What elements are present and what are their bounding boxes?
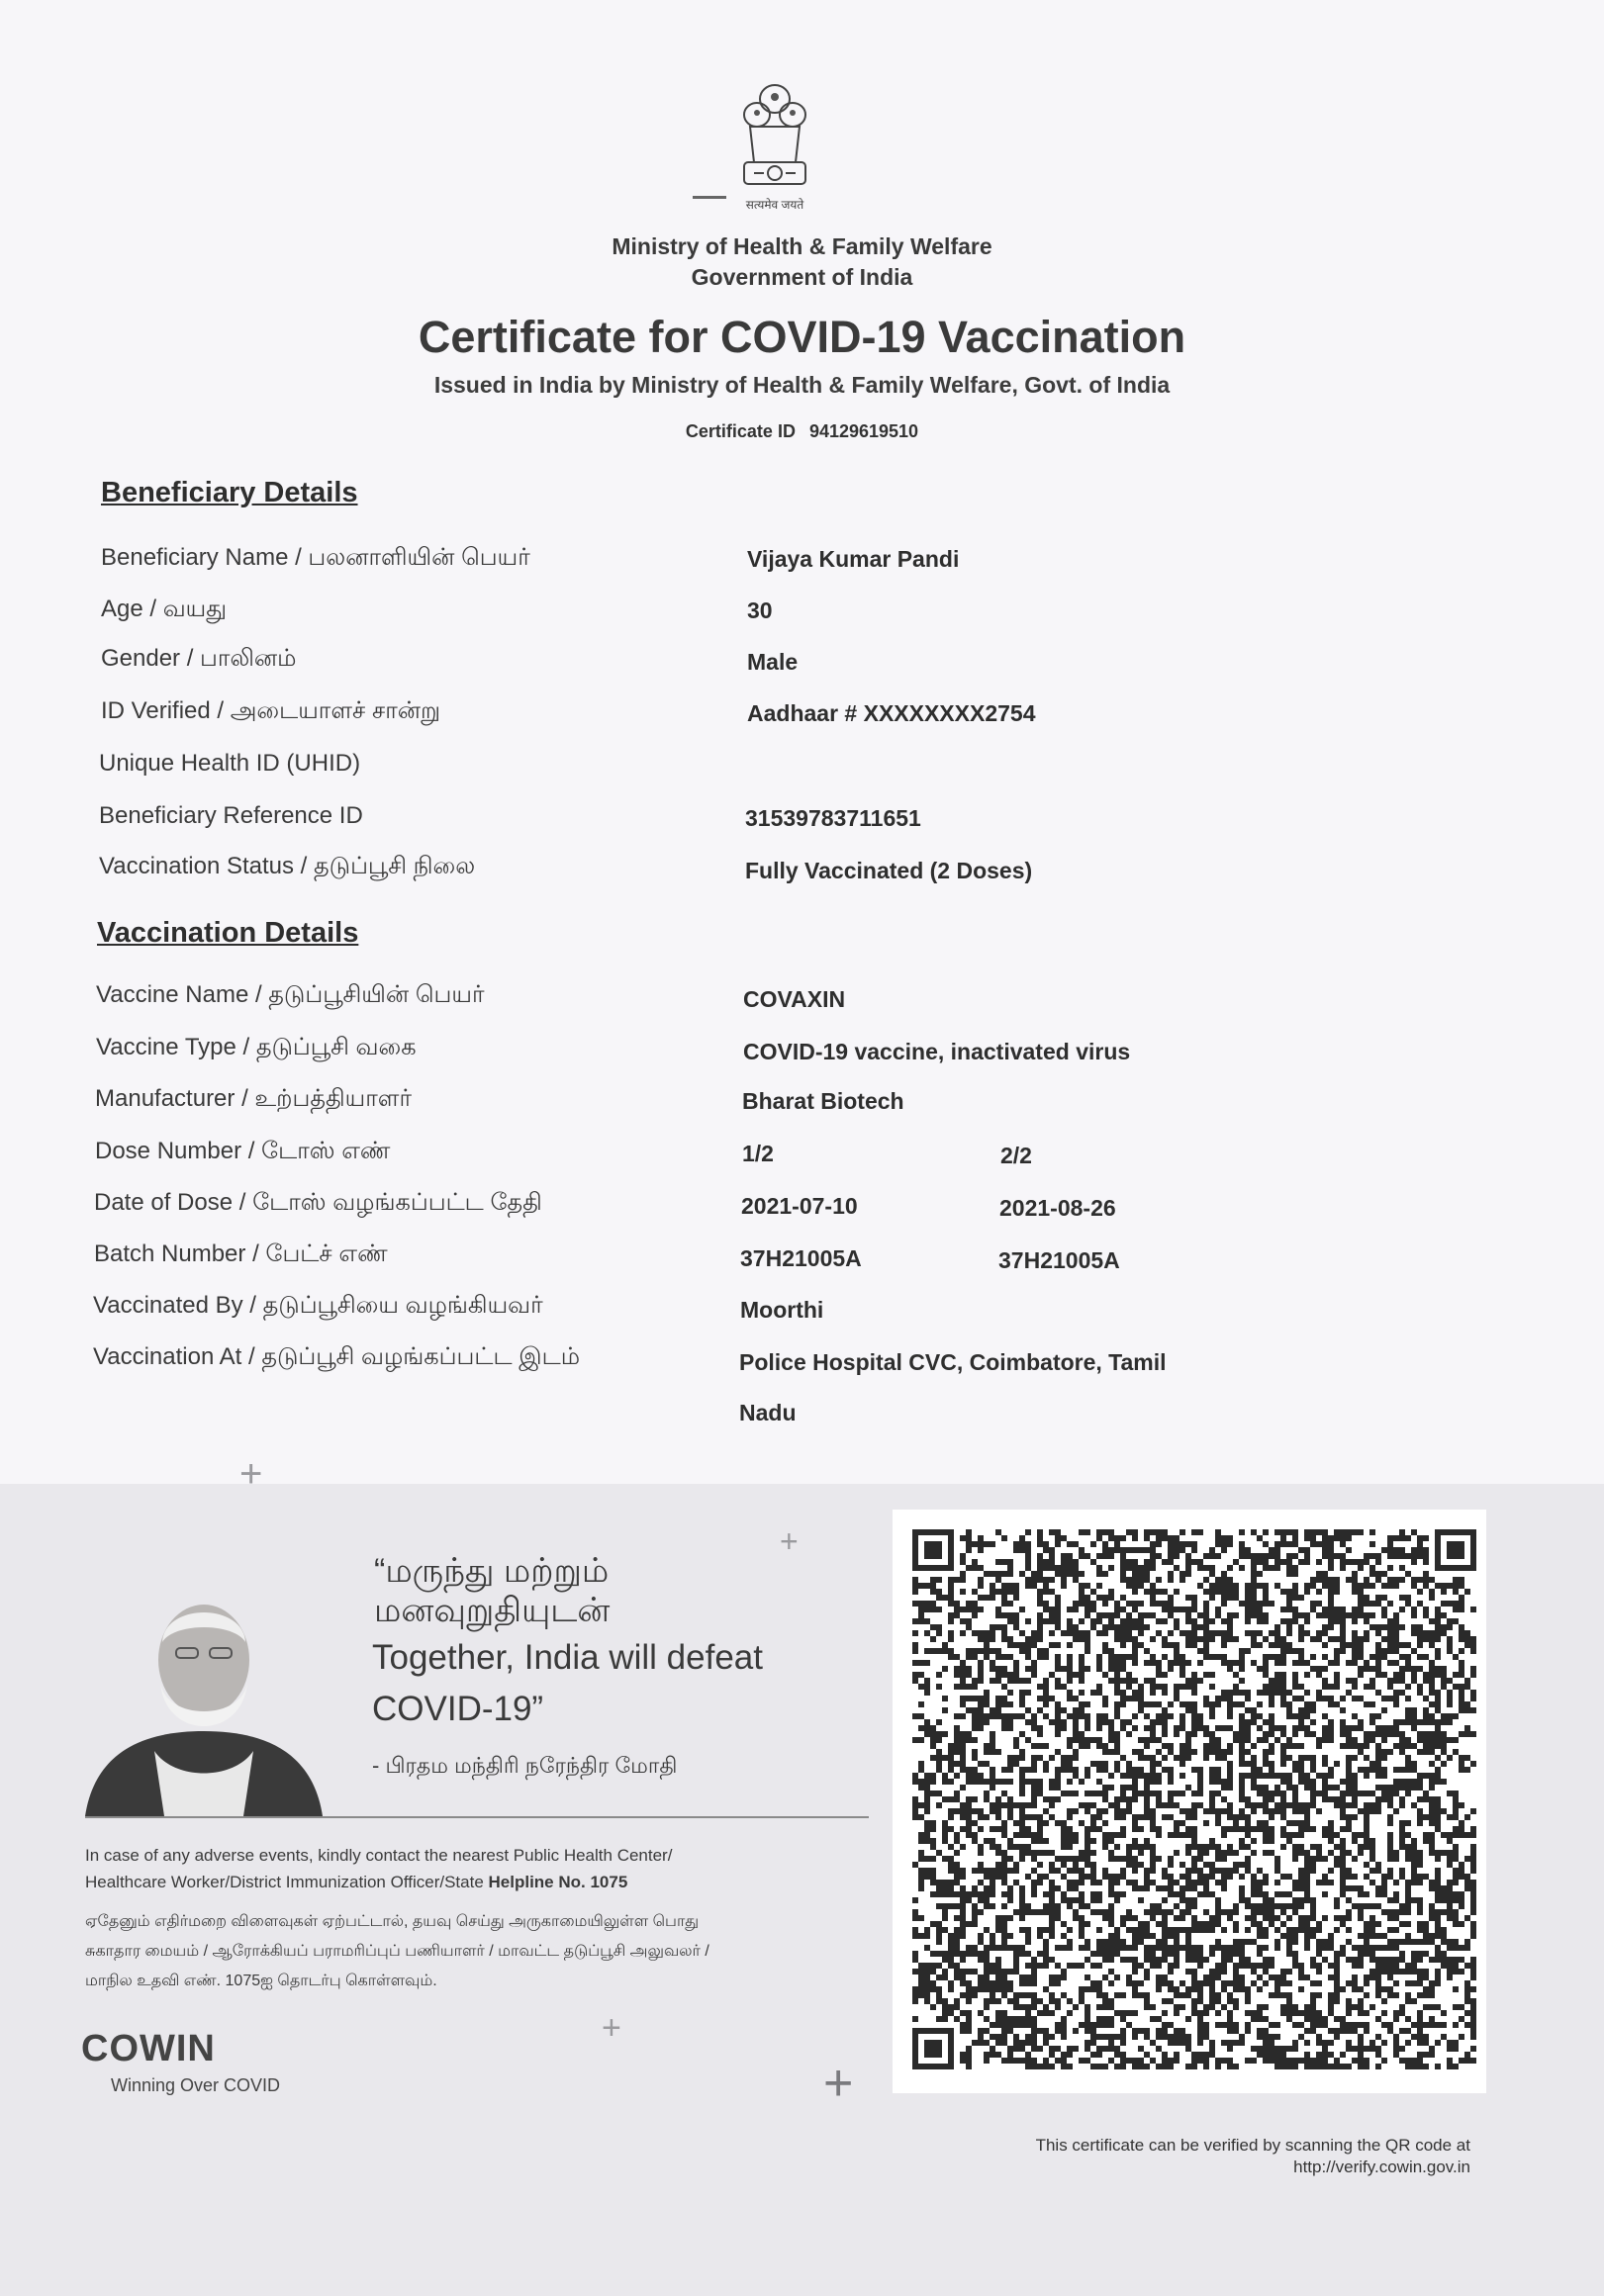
plus-icon: +: [239, 1452, 263, 1496]
adverse-line-2-text: Healthcare Worker/District Immunization Officer/State: [85, 1873, 489, 1891]
vaccinated-by-value: Moorthi: [740, 1297, 824, 1323]
dose-number-label: Dose Number / டோஸ் எண்: [95, 1138, 391, 1164]
manufacturer-label: Manufacturer / உற்பத்தியாளர்: [95, 1085, 412, 1112]
adverse-tamil-line-3: மாநில உதவி எண். 1075ஐ தொடர்பு கொள்ளவும்.: [85, 1973, 437, 1989]
ministry-heading: [0, 231, 1604, 293]
beneficiary-name-value: Vijaya Kumar Pandi: [747, 546, 960, 572]
quote-english: [372, 1632, 763, 1735]
cowin-tagline: Winning Over COVID: [111, 2075, 281, 2095]
batch-number-value-2: 37H21005A: [998, 1247, 1120, 1273]
government-name: Government of India: [691, 264, 913, 290]
adverse-tamil-line-2: சுகாதார மையம் / ஆரோக்கியப் பராமரிப்புப் பணியாளர் / மாவட்ட தடுப்பூசி அலுவலர் /: [85, 1943, 709, 1960]
batch-number-label: Batch Number / பேட்ச் எண்: [94, 1240, 388, 1267]
quote-english-line-1: Together, India will defeat: [372, 1638, 763, 1677]
divider: [85, 1816, 869, 1818]
qr-code: [912, 1529, 1476, 2073]
vaccination-at-value: Police Hospital CVC, Coimbatore, Tamil: [739, 1349, 1167, 1375]
vaccination-at-label: Vaccination At / தடுப்பூசி வழங்கப்பட்ட இடம்: [93, 1343, 580, 1370]
page-title: Certificate for COVID-19 Vaccination: [418, 312, 1186, 362]
adverse-tamil-line-1: ஏதேனும் எதிர்மறை விளைவுகள் ஏற்பட்டால், தயவு செய்து அருகாமையிலுள்ள பொது: [85, 1913, 700, 1930]
quote-tamil: [374, 1551, 610, 1630]
age-value: 30: [747, 597, 773, 623]
certificate-id-value: 94129619510: [808, 421, 919, 441]
verify-url[interactable]: http://verify.cowin.gov.in: [1293, 2158, 1470, 2176]
verify-notice: [891, 2135, 1470, 2178]
date-of-dose-value-2: 2021-08-26: [999, 1195, 1116, 1221]
vaccine-type-label: Vaccine Type / தடுப்பூசி வகை: [96, 1034, 417, 1060]
certificate-id: [0, 421, 1604, 442]
age-label: Age / வயது: [101, 596, 228, 622]
quote-tamil-line-1: “மருந்து மற்றும்: [374, 1552, 610, 1590]
helpline-number: Helpline No. 1075: [488, 1873, 628, 1891]
id-verified-value: Aadhaar # XXXXXXXX2754: [747, 700, 1036, 726]
reference-id-label: Beneficiary Reference ID: [99, 802, 363, 829]
national-emblem-icon: [730, 77, 819, 216]
emblem-mark: [693, 196, 726, 199]
batch-number-value-1: 37H21005A: [740, 1245, 862, 1271]
beneficiary-section-title: Beneficiary Details: [101, 477, 358, 508]
plus-icon: +: [823, 2055, 854, 2112]
vaccine-name-label: Vaccine Name / தடுப்பூசியின் பெயர்: [96, 981, 485, 1008]
gender-value: Male: [747, 649, 799, 675]
vaccination-status-label: Vaccination Status / தடுப்பூசி நிலை: [99, 853, 476, 879]
vaccination-at-value-continued: Nadu: [739, 1400, 797, 1425]
dose-number-value-2: 2/2: [1000, 1143, 1032, 1168]
id-verified-label: ID Verified / அடையாளச் சான்று: [101, 697, 441, 724]
qr-modules: [912, 1529, 1476, 2069]
quote-attribution: - பிரதம மந்திரி நரேந்திர மோதி: [372, 1753, 678, 1778]
plus-icon: +: [780, 1523, 799, 1559]
pm-portrait: [85, 1583, 323, 1816]
emblem-motto: सत्यमेव जयते: [745, 198, 804, 212]
cowin-logo: COWIN: [81, 2028, 216, 2069]
gender-label: Gender / பாலினம்: [101, 645, 297, 672]
vaccination-status-value: Fully Vaccinated (2 Doses): [745, 858, 1033, 883]
quote-tamil-line-2: மனவுறுதியுடன்: [374, 1592, 611, 1629]
manufacturer-value: Bharat Biotech: [742, 1088, 904, 1114]
quote-english-line-2: COVID-19”: [372, 1690, 544, 1728]
issued-by: Issued in India by Ministry of Health & Family Welfare, Govt. of India: [433, 372, 1171, 398]
plus-icon: +: [602, 2009, 621, 2047]
date-of-dose-label: Date of Dose / டோஸ் வழங்கப்பட்ட தேதி: [94, 1189, 542, 1216]
vaccine-type-value: COVID-19 vaccine, inactivated virus: [743, 1039, 1131, 1064]
adverse-events-notice-tamil: [85, 1907, 709, 1996]
reference-id-value: 31539783711651: [745, 805, 921, 831]
verify-line-1: This certificate can be verified by scanning the QR code at: [1035, 2136, 1470, 2155]
vaccine-name-value: COVAXIN: [743, 986, 846, 1012]
adverse-events-notice: [85, 1842, 672, 1895]
beneficiary-name-label: Beneficiary Name / பலனாளியின் பெயர்: [101, 544, 530, 571]
vaccinated-by-label: Vaccinated By / தடுப்பூசியை வழங்கியவர்: [93, 1292, 543, 1319]
dose-number-value-1: 1/2: [742, 1141, 774, 1166]
adverse-line-1: In case of any adverse events, kindly contact the nearest Public Health Center/: [85, 1846, 673, 1865]
adverse-line-2: [85, 1869, 672, 1895]
certificate-id-label: Certificate ID: [685, 421, 796, 441]
uhid-label: Unique Health ID (UHID): [99, 750, 361, 777]
vaccination-section-title: Vaccination Details: [97, 917, 359, 949]
ministry-name: Ministry of Health & Family Welfare: [612, 233, 992, 259]
date-of-dose-value-1: 2021-07-10: [741, 1193, 858, 1219]
